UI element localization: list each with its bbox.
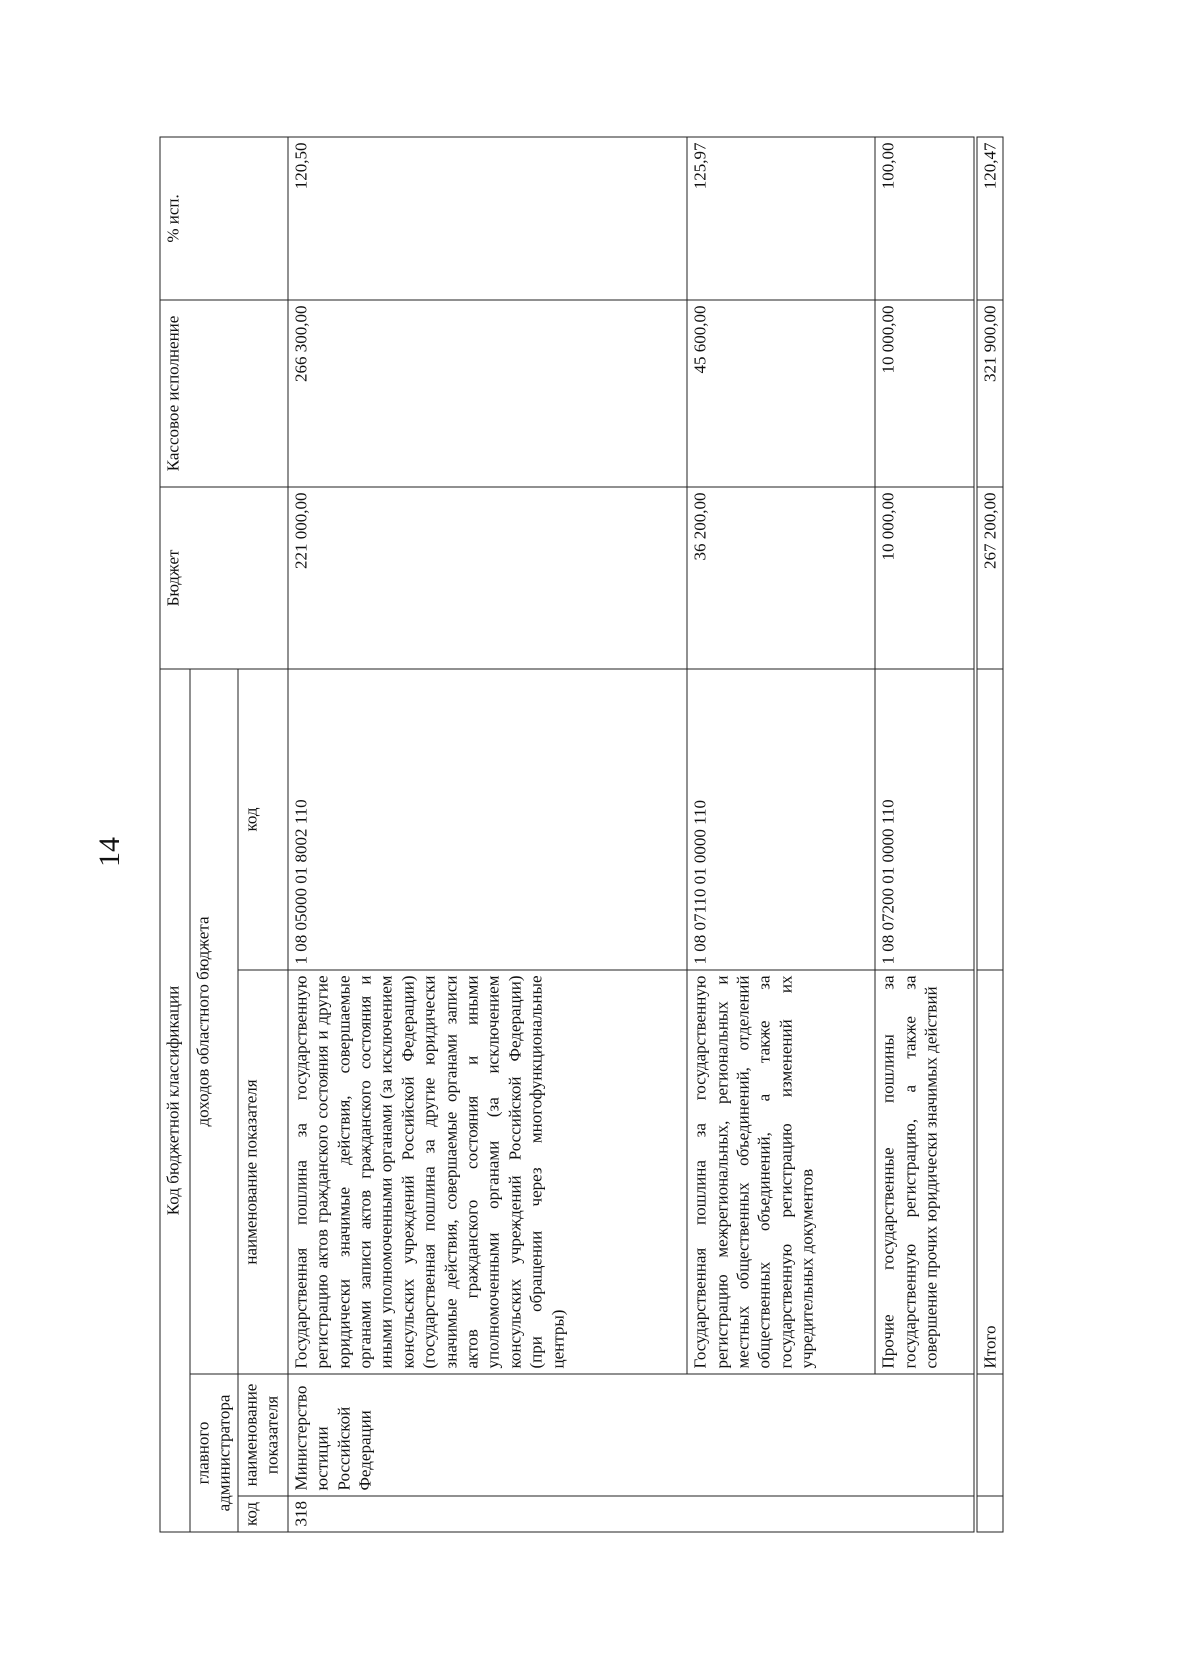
total-cash: 321 900,00 [975,300,1003,487]
total-percent: 120,47 [975,137,1003,300]
page-number: 14 [93,837,126,867]
income-name-cell: Государственная пошлина за государственную регистрацию актов гражданского состояния и другие юридически значимые действия, совершаемые органами записи актов гражданского состояния и иными уполномоченными органами (за исключением консульских учреждений Российской Федерации) (государственная пошлина за другие юридически значимые действия, совершаемые органами записи актов гражданского состояния и иными уполномоченными органами (за исключением консульских учреждений Российской Федерации) (при обращении через многофункциональные центры) [288,970,687,1374]
income-code-cell: 1 08 07200 01 0000 110 [875,669,975,970]
total-budget: 267 200,00 [975,487,1003,669]
header-percent: % исп. [160,137,288,300]
header-admin-code: код [238,1496,288,1532]
admin-name-cell: Министерство юстиции Российской Федерации [288,1374,975,1496]
header-cash: Кассовое исполнение [160,300,288,487]
budget-cell: 36 200,00 [687,487,875,669]
cash-cell: 45 600,00 [687,300,875,487]
total-label: Итого [975,970,1003,1374]
income-code-cell: 1 08 05000 01 8002 110 [288,669,687,970]
header-admin-group: главного администратора [190,1374,238,1532]
header-income-code: код [238,669,288,970]
table-row [687,137,875,1532]
header-income-group: доходов областного бюджета [190,669,238,1374]
percent-cell: 100,00 [875,137,975,300]
table-row [288,137,687,1532]
percent-cell: 125,97 [687,137,875,300]
total-row [975,137,1003,1532]
income-name-cell: Прочие государственные пошлины за государственную регистрацию, а также за совершение прочих юридически значимых действий [875,970,975,1374]
budget-cell: 221 000,00 [288,487,687,669]
header-budget: Бюджет [160,487,288,669]
income-code-cell: 1 08 07110 01 0000 110 [687,669,875,970]
header-classification: Код бюджетной классификации [160,669,190,1532]
cash-cell: 10 000,00 [875,300,975,487]
header-admin-name: наименование показателя [238,1374,288,1496]
budget-table [160,136,1004,1532]
cash-cell: 266 300,00 [288,300,687,487]
income-name-cell: Государственная пошлина за государственную регистрацию межрегиональных, региональных и местных общественных объединений, отделений общественных объединений, а также за государственную регистрацию изменений их учредительных документов [687,970,875,1374]
total-empty-cell [975,1374,1003,1496]
table-row [875,137,975,1532]
total-empty-cell [975,669,1003,970]
total-empty-cell [975,1496,1003,1532]
admin-code-cell: 318 [288,1496,975,1532]
percent-cell: 120,50 [288,137,687,300]
rotated-table-frame [160,138,1004,1533]
header-income-name: наименование показателя [238,970,288,1374]
budget-cell: 10 000,00 [875,487,975,669]
